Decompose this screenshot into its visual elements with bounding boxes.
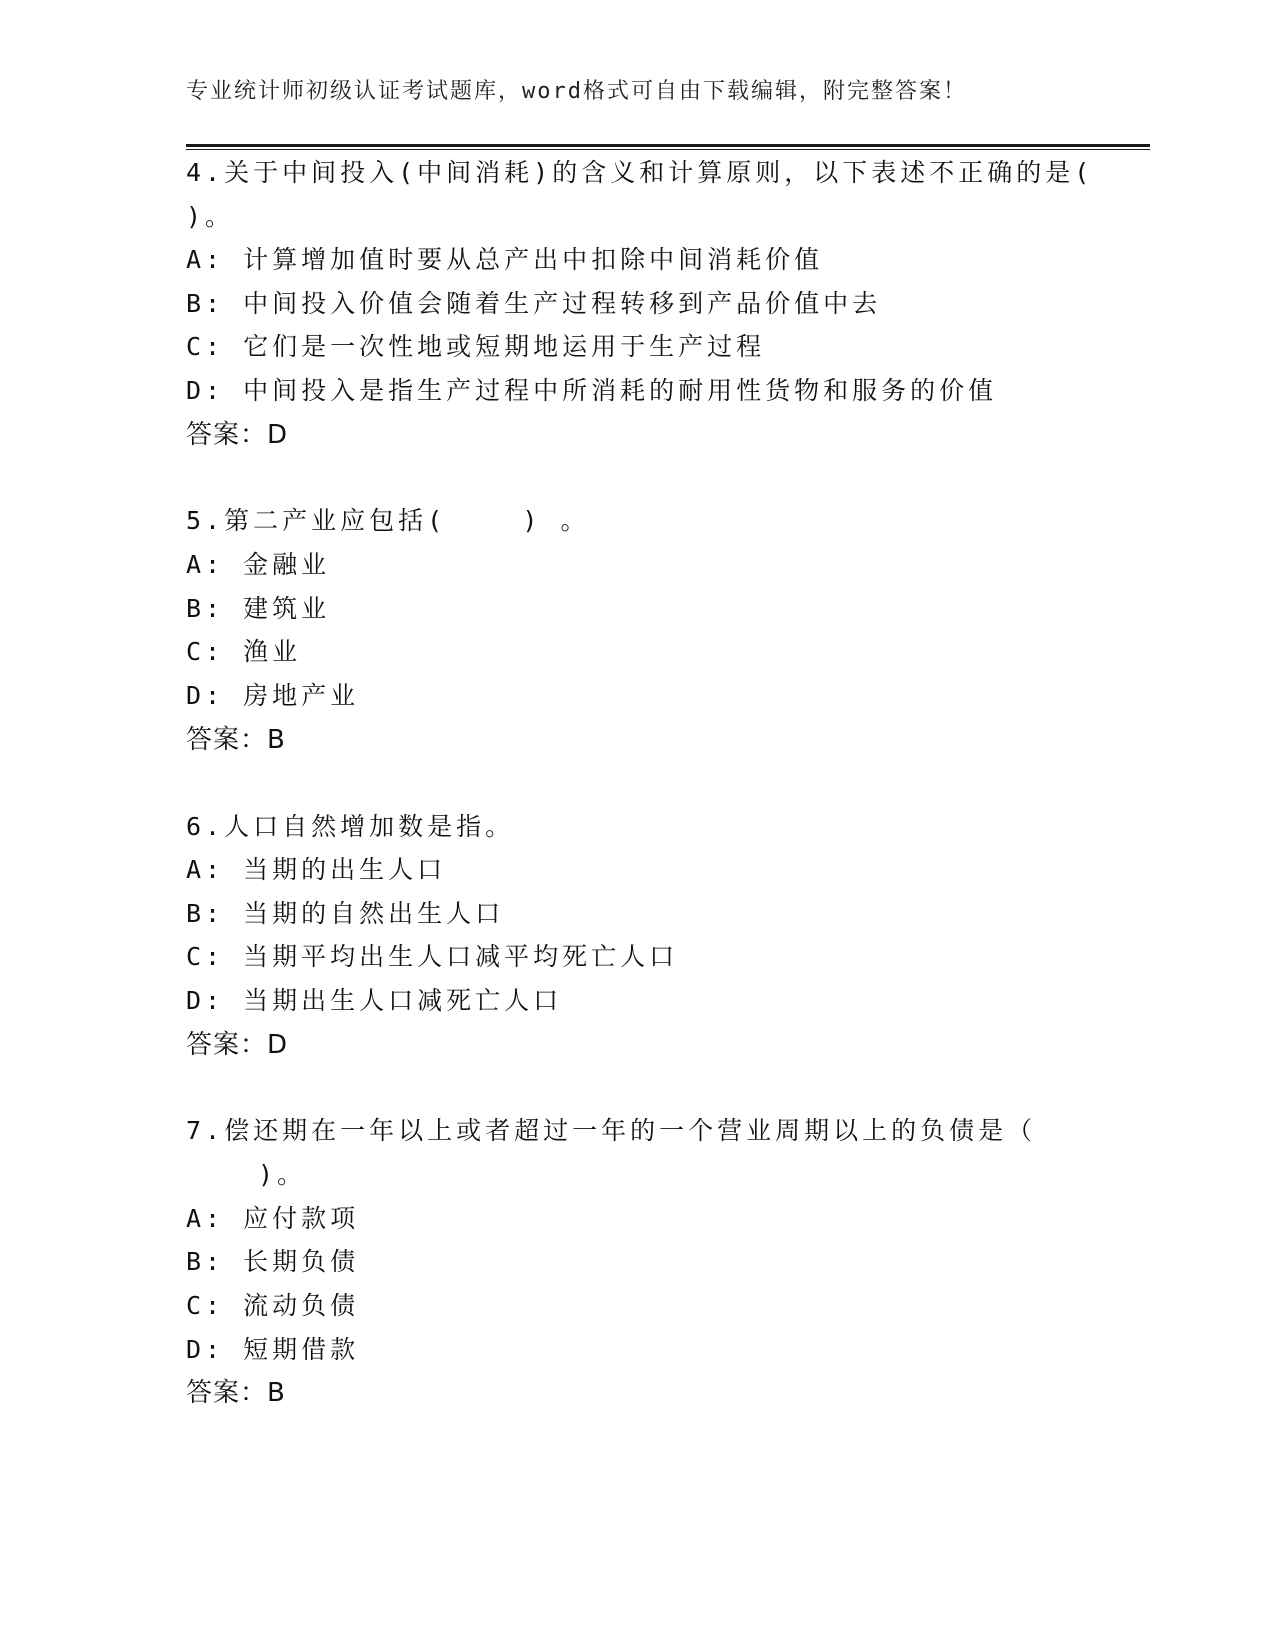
document-header: 专业统计师初级认证考试题库，word格式可自由下载编辑，附完整答案！ [186,79,967,104]
option-c: C: 它们是一次性地或短期地运用于生产过程 [186,332,766,361]
question-stem: 6.人口自然增加数是指。 [186,812,515,841]
option-d: D: 房地产业 [186,681,360,710]
option-a: A: 金融业 [186,550,331,579]
answer: 答案：D [186,420,289,450]
option-d: D: 当期出生人口减死亡人口 [186,986,563,1015]
question-stem-continued: )。 [186,202,235,231]
option-d: D: 中间投入是指生产过程中所消耗的耐用性货物和服务的价值 [186,376,998,405]
question-stem-continued: )。 [258,1160,307,1189]
option-a: A: 应付款项 [186,1204,360,1233]
header-double-rule [186,144,1150,150]
question-stem: 5.第二产业应包括( ) 。 [186,506,590,535]
option-c: C: 当期平均出生人口减平均死亡人口 [186,942,679,971]
answer: 答案：B [186,1378,286,1408]
option-b: B: 当期的自然出生人口 [186,899,505,928]
option-b: B: 长期负债 [186,1247,360,1276]
option-a: A: 当期的出生人口 [186,855,447,884]
option-a: A: 计算增加值时要从总产出中扣除中间消耗价值 [186,245,824,274]
question-stem: 4.关于中间投入(中间消耗)的含义和计算原则，以下表述不正确的是( [186,158,1094,187]
answer: 答案：D [186,1030,289,1060]
option-d: D: 短期借款 [186,1335,360,1364]
option-b: B: 中间投入价值会随着生产过程转移到产品价值中去 [186,289,882,318]
answer: 答案：B [186,725,286,755]
option-b: B: 建筑业 [186,594,331,623]
option-c: C: 渔业 [186,637,302,666]
option-c: C: 流动负债 [186,1291,360,1320]
question-stem: 7.偿还期在一年以上或者超过一年的一个营业周期以上的负债是（ [186,1116,1037,1145]
